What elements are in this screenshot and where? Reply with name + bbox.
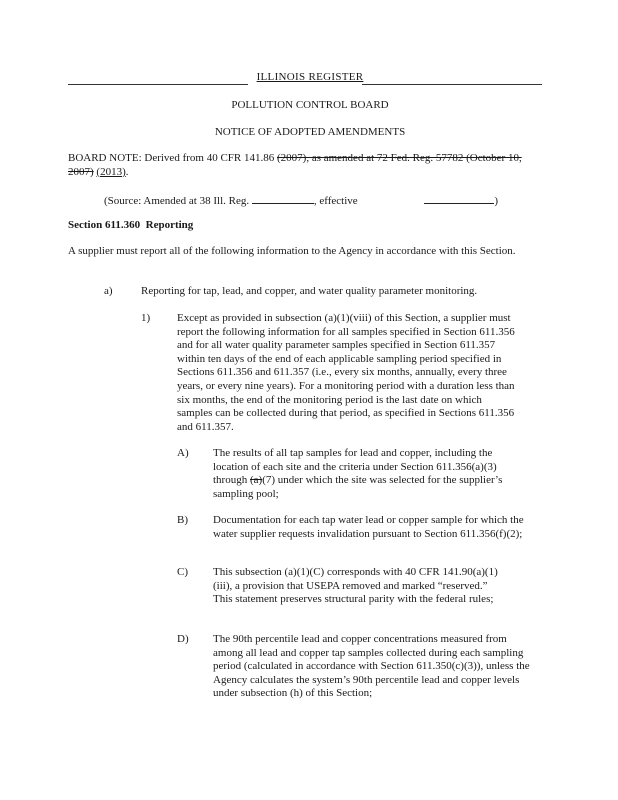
intro-paragraph: A supplier must report all of the following information to the Agency in accordance with this Section. — [68, 245, 516, 257]
item-1-label: 1) — [141, 312, 151, 324]
item-A-text — [213, 447, 523, 501]
board-title: POLLUTION CONTROL BOARD — [231, 99, 389, 111]
source-note — [104, 193, 534, 209]
board-note-suffix: . — [125, 165, 129, 178]
item-1-text: Except as provided in subsection (a)(1)(viii) of this Section, a supplier must report the following information for all samples specified in Section 611.356 and for all water quality parameter samples specified in Section 611.357 within ten days of the end of each applicable sampling period specified in Sections 611.356 and 611.357 (i.e., every six months, annually, every three years, or every nine years). For a monitoring period with a duration less than six months, the end of the monitoring period is the last date on which samples can be collected during that period, as specified in Sections 611.356 and 611.357. — [177, 312, 515, 433]
item-D-text: The 90th percentile lead and copper concentrations measured from among all lead and copper tap samples collected during each sampling period (calculated in accordance with Section 611.350(c)(3)), unless the Agency calculates the system’s 90th percentile lead and copper levels under subsection (h) of this Section; — [213, 633, 530, 700]
register-title: ILLINOIS REGISTER — [256, 71, 364, 83]
item-A-label: A) — [177, 447, 189, 459]
register-page-blank — [252, 193, 314, 204]
source-effective: , effective — [313, 195, 358, 207]
board-note-new-text: (2013) — [96, 165, 126, 178]
item-D-label: D) — [177, 633, 189, 645]
source-text: (Source: Amended at 38 Ill. Reg. — [104, 195, 250, 207]
section-number: Section 611.360 — [68, 219, 141, 231]
item-A-text-after: (7) under which the site was selected for the supplier’s sampling pool; — [213, 474, 503, 500]
item-C-text: This subsection (a)(1)(C) corresponds with 40 CFR 141.90(a)(1)(iii), a provision that USEPA removed and marked “reserved.” This statement preserves structural parity with the federal rules; — [213, 566, 498, 606]
section-title: Reporting — [145, 219, 194, 231]
item-B-label: B) — [177, 514, 188, 526]
item-A-text-before: The results of all tap samples for lead and copper, including the location of each site and the criteria under Section 611.356(a)(3) through — [213, 447, 497, 487]
board-note-struck-text: (2007), as amended at 72 Fed. Reg. 57782 (October 10, 2007) — [68, 152, 522, 178]
effective-date-blank — [424, 193, 494, 204]
item-A-struck-text: (a) — [249, 474, 263, 487]
section-heading — [68, 219, 193, 233]
board-note — [68, 152, 528, 179]
item-a-text: Reporting for tap, lead, and copper, and water quality parameter monitoring. — [141, 285, 478, 297]
notice-title: NOTICE OF ADOPTED AMENDMENTS — [214, 126, 406, 138]
item-a-label: a) — [104, 285, 113, 297]
item-B-text: Documentation for each tap water lead or copper sample for which the water supplier requests invalidation pursuant to Section 611.356(f)(2); — [213, 514, 524, 540]
item-C-label: C) — [177, 566, 188, 578]
board-note-prefix: BOARD NOTE: Derived from 40 CFR 141.86 — [68, 152, 275, 164]
source-close: ) — [494, 195, 499, 207]
